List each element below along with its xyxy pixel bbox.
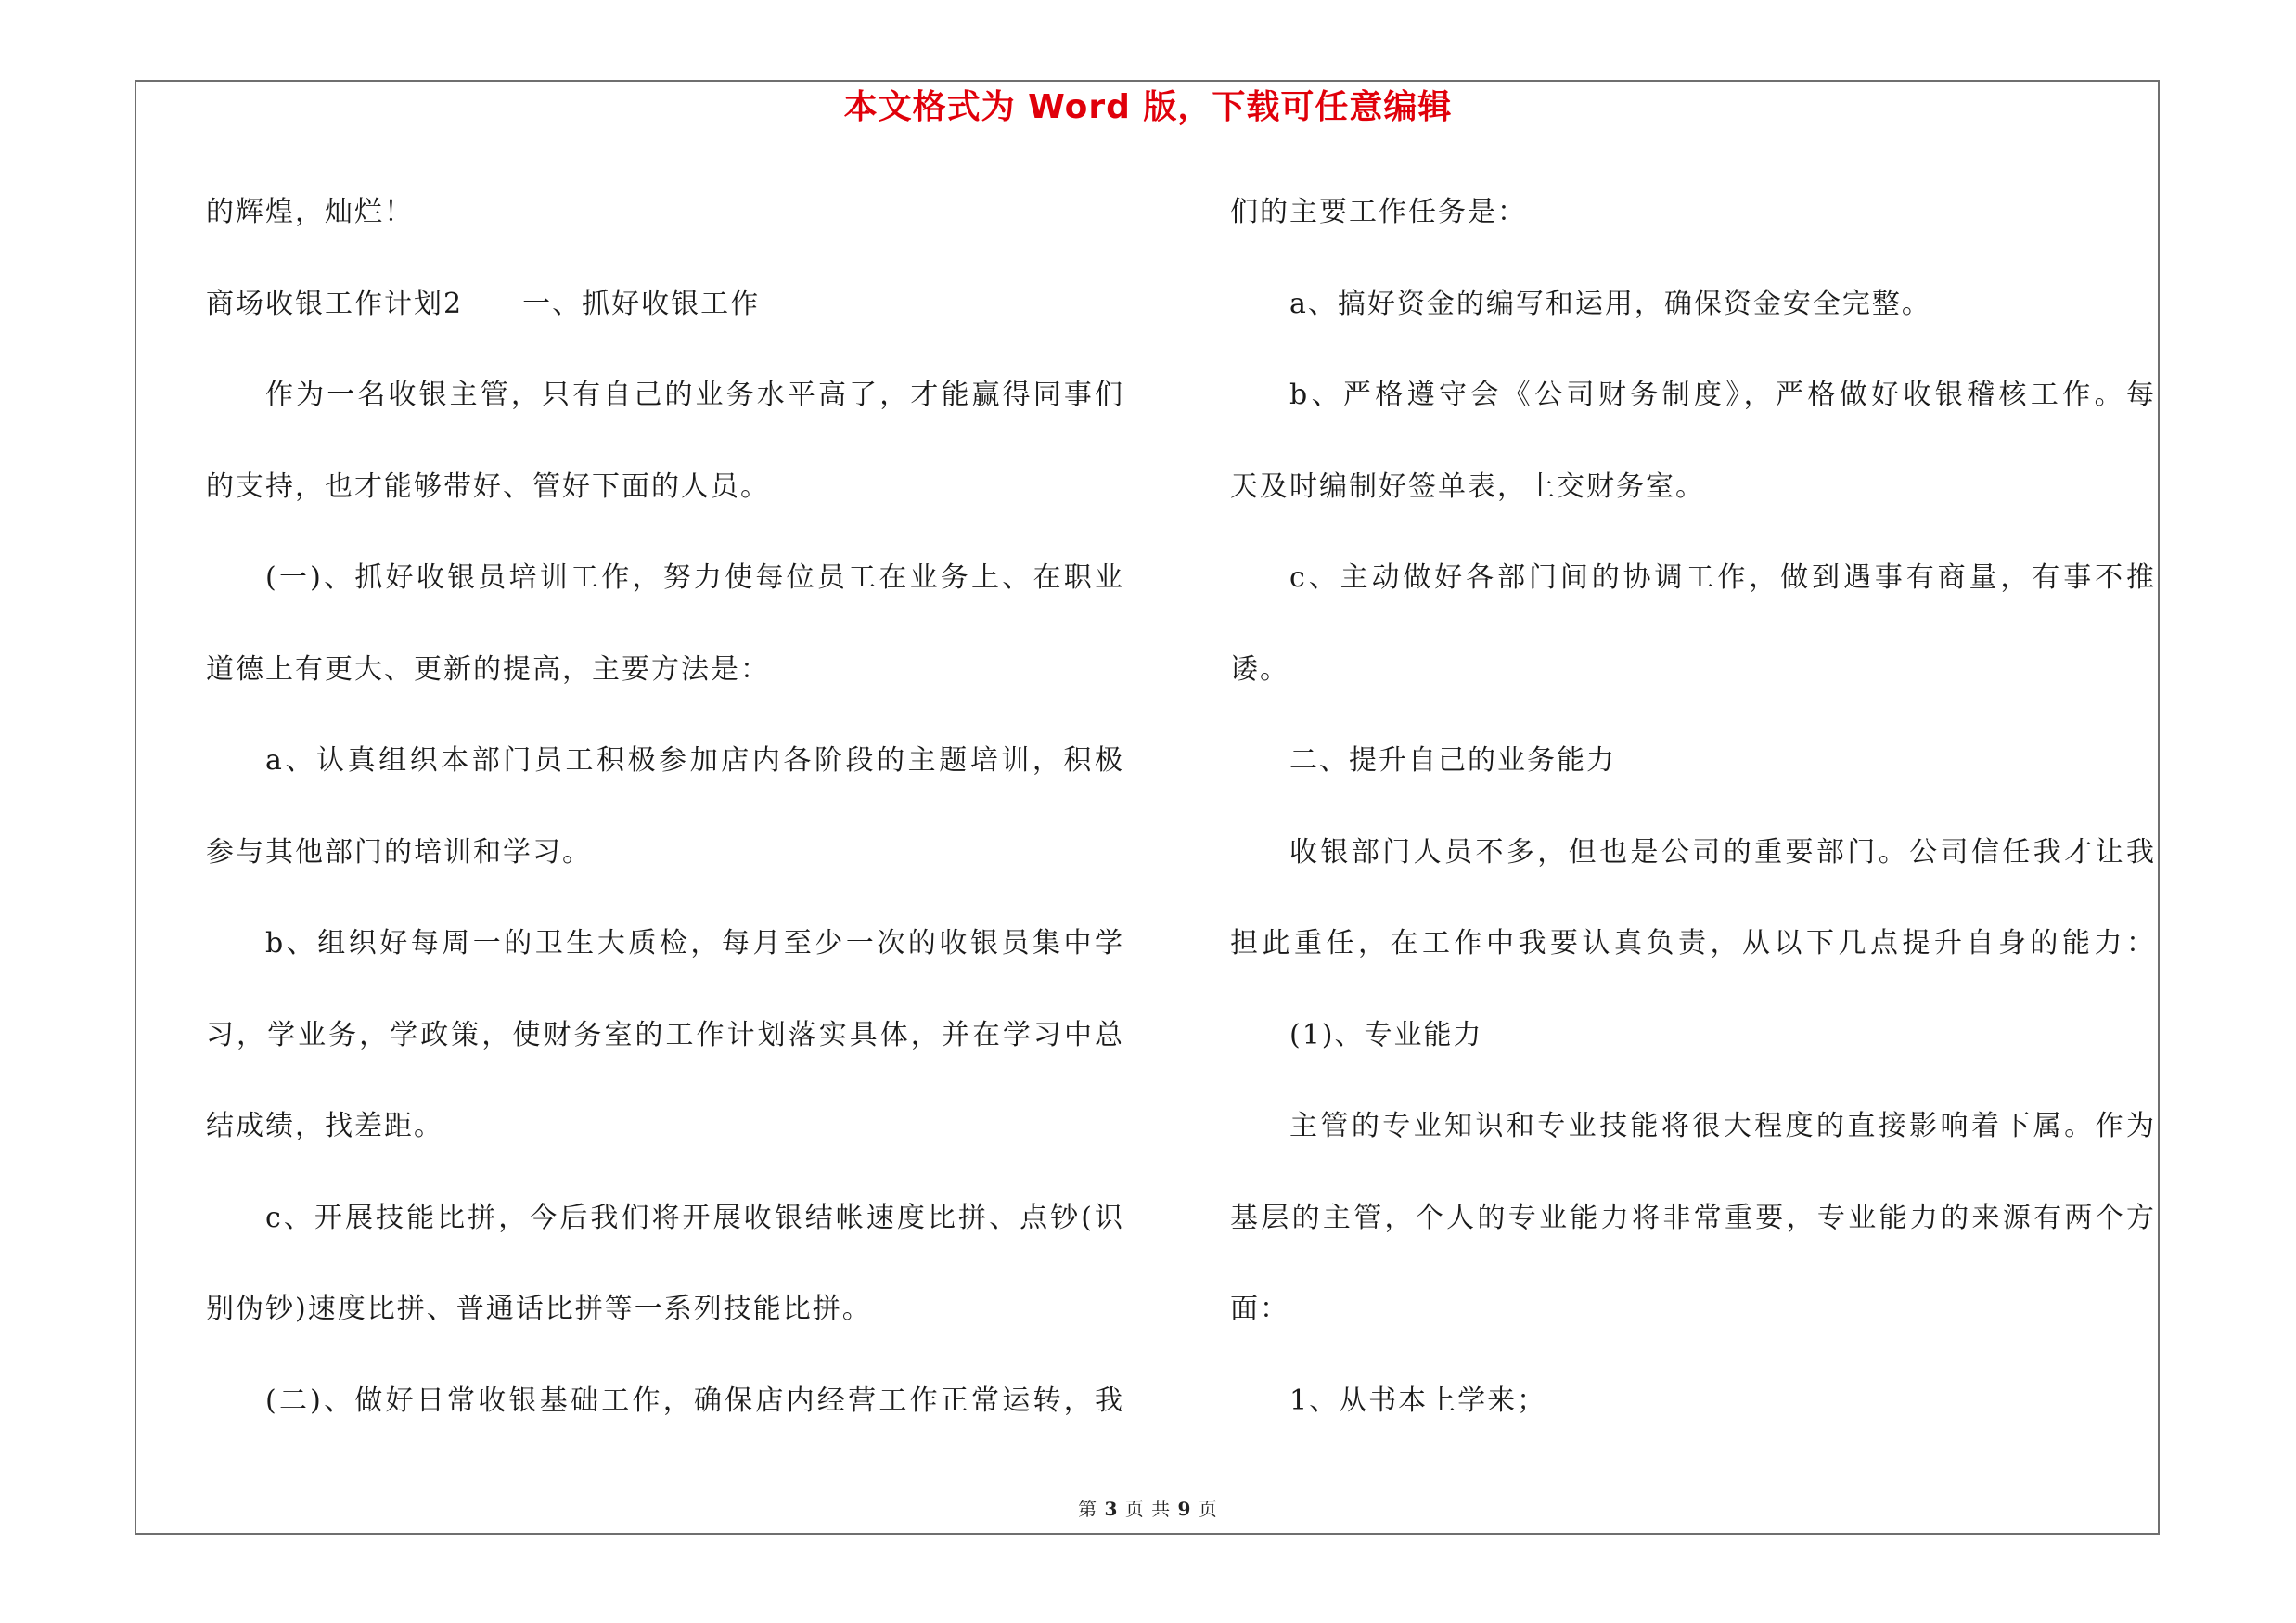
text-line: 们的主要工作任务是：	[1230, 196, 1527, 228]
subheading-line: (1)、专业能力	[1289, 1018, 1483, 1051]
text-line: 的支持，也才能够带好、管好下面的人员。	[206, 470, 770, 503]
text-line: 基层的主管，个人的专业能力将非常重要，专业能力的来源有两个方	[1230, 1201, 2156, 1234]
text-line: 收银部门人员不多，但也是公司的重要部门。公司信任我才让我	[1289, 835, 2156, 869]
text-line: c、主动做好各部门间的协调工作，做到遇事有商量，有事不推	[1289, 561, 2156, 594]
text-line: 1、从书本上学来；	[1289, 1384, 1547, 1417]
text-line: 别伪钞)速度比拼、普通话比拼等一系列技能比拼。	[206, 1293, 872, 1325]
text-line: b、严格遵守会《公司财务制度》，严格做好收银稽核工作。每	[1289, 379, 2156, 411]
text-line: 作为一名收银主管，只有自己的业务水平高了，才能赢得同事们	[265, 379, 1124, 411]
text-line: 参与其他部门的培训和学习。	[206, 835, 592, 869]
text-line: 习，学业务，学政策，使财务室的工作计划落实具体，并在学习中总	[206, 1018, 1124, 1051]
text-line: b、组织好每周一的卫生大质检，每月至少一次的收银员集中学	[265, 927, 1124, 960]
text-line: 的辉煌，灿烂！	[206, 196, 414, 228]
section-heading-line: 商场收银工作计划2 一、抓好收银工作	[206, 287, 761, 320]
section-heading-line: 二、提升自己的业务能力	[1289, 744, 1616, 777]
current-page-number: 3	[1104, 1498, 1119, 1520]
text-line: 诿。	[1230, 652, 1289, 686]
text-line: a、认真组织本部门员工积极参加店内各阶段的主题培训，积极	[265, 744, 1124, 777]
text-line: 面：	[1230, 1293, 1289, 1325]
page-footer	[0, 1496, 2296, 1522]
left-column	[206, 184, 1124, 1463]
text-line: a、搞好资金的编写和运用，确保资金安全完整。	[1289, 287, 1931, 320]
text-line: 天及时编制好签单表，上交财务室。	[1230, 470, 1705, 503]
text-line: 主管的专业知识和专业技能将很大程度的直接影响着下属。作为	[1289, 1110, 2156, 1142]
text-line: 担此重任，在工作中我要认真负责，从以下几点提升自身的能力：	[1230, 927, 2156, 960]
text-line: c、开展技能比拼，今后我们将开展收银结帐速度比拼、点钞(识	[265, 1201, 1124, 1234]
header-banner: 本文格式为 Word 版，下载可任意编辑	[843, 88, 1453, 126]
text-line: (二)、做好日常收银基础工作，确保店内经营工作正常运转，我	[265, 1384, 1124, 1417]
text-line: 道德上有更大、更新的提高，主要方法是：	[206, 652, 770, 686]
text-line: 结成绩，找差距。	[206, 1110, 443, 1142]
footer-prefix: 第	[1078, 1498, 1098, 1520]
footer-suffix: 页	[1198, 1498, 1218, 1520]
right-column	[1230, 184, 2156, 1463]
text-line: (一)、抓好收银员培训工作，努力使每位员工在业务上、在职业	[265, 561, 1124, 594]
total-pages-number: 9	[1177, 1498, 1192, 1520]
footer-middle: 页 共	[1124, 1498, 1172, 1520]
